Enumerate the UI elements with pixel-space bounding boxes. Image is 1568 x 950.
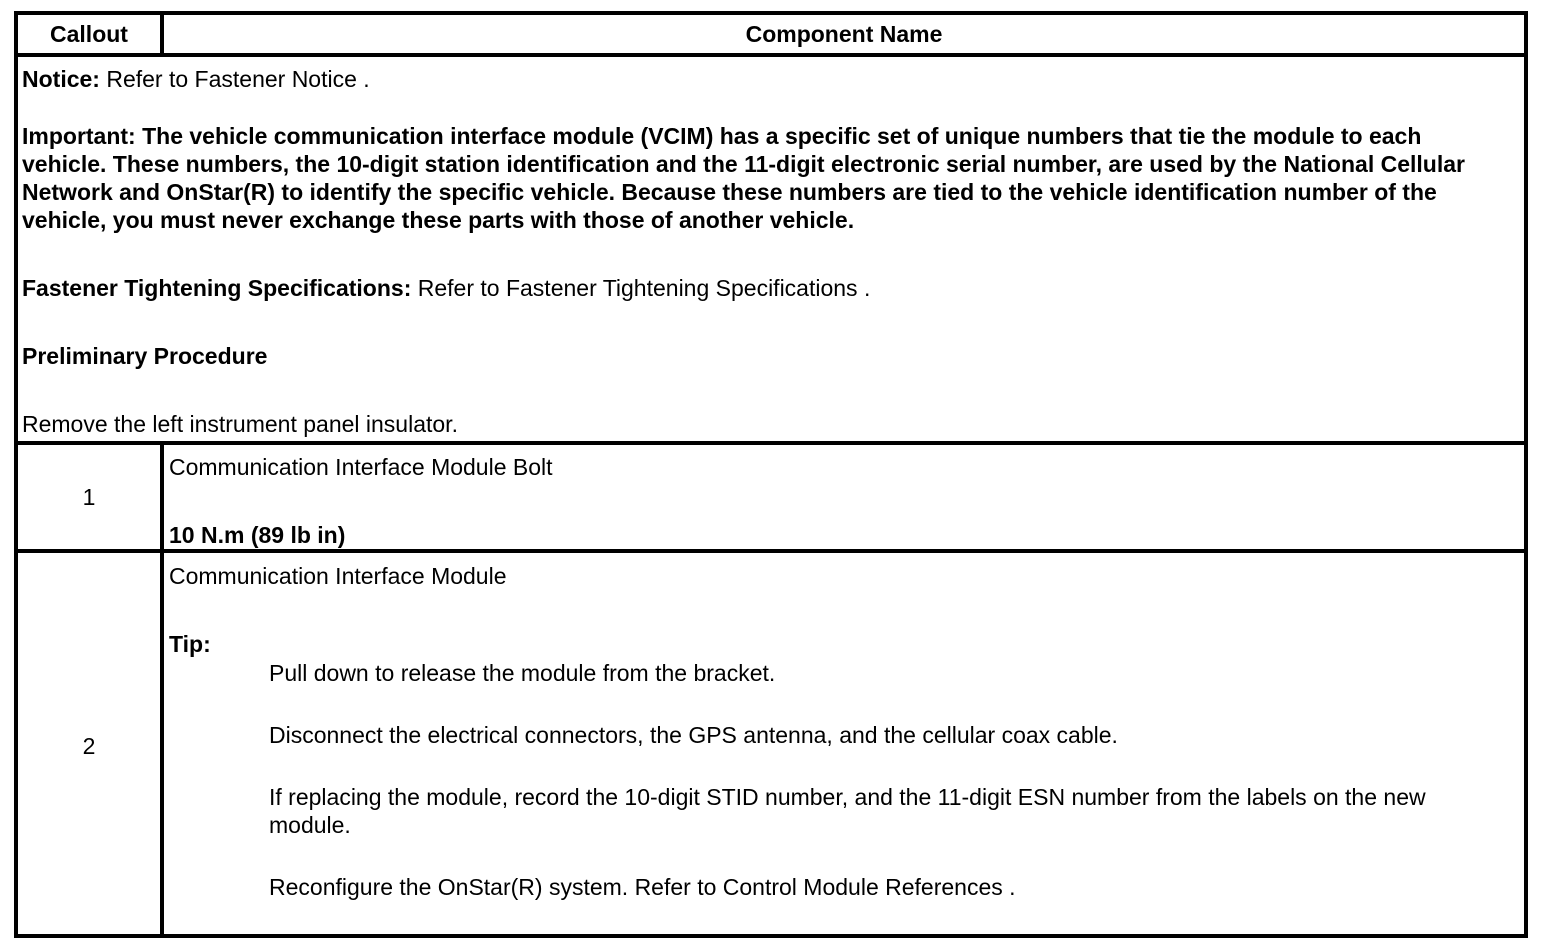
row1-content <box>169 453 1509 549</box>
fastener-text: Refer to Fastener Tightening Specifications . <box>411 275 871 301</box>
notice-label: Notice: <box>22 66 100 92</box>
important-paragraph: Important: The vehicle communication interface module (VCIM) has a specific set of unique numbers that tie the module to each vehicle. These numbers, the 10-digit station identification and the 11-digit electronic serial number, are used by the National Cellular Network and OnStar(R) to identify the specific vehicle. Because these numbers are tied to the vehicle identification number of the vehicle, you must never exchange these parts with those of another vehicle. <box>22 123 1465 233</box>
divider-header <box>18 53 1524 57</box>
intro-section <box>22 65 1512 438</box>
notice-text: Refer to Fastener Notice . <box>99 66 370 92</box>
component-table <box>14 11 1528 938</box>
preliminary-step: Remove the left instrument panel insulator. <box>22 411 458 437</box>
header-callout: Callout <box>50 21 128 47</box>
row1-torque-spec: 10 N.m (89 lb in) <box>169 522 346 548</box>
fastener-label: Fastener Tightening Specifications: <box>22 275 412 301</box>
header-component-name: Component Name <box>745 21 943 47</box>
row2-tip-label: Tip: <box>169 631 211 657</box>
preliminary-heading: Preliminary Procedure <box>22 343 268 369</box>
tip-item: If replacing the module, record the 10-digit STID number, and the 11-digit ESN number from the labels on the new module. <box>269 784 1426 838</box>
divider-intro <box>18 441 1524 445</box>
fastener-line <box>22 274 1512 302</box>
row1-component-name: Communication Interface Module Bolt <box>169 454 553 480</box>
divider-callout-rows <box>160 441 164 938</box>
tip-item: Pull down to release the module from the bracket. <box>269 660 776 686</box>
row2-callout: 2 <box>82 732 96 759</box>
tip-item: Disconnect the electrical connectors, the GPS antenna, and the cellular coax cable. <box>269 722 1118 748</box>
row2-component-name: Communication Interface Module <box>169 563 507 589</box>
row1-callout: 1 <box>82 484 96 510</box>
notice-line <box>22 65 1512 93</box>
divider-row1 <box>18 549 1524 553</box>
row2-content <box>169 562 1509 901</box>
tip-item: Reconfigure the OnStar(R) system. Refer to Control Module References . <box>269 874 1016 900</box>
